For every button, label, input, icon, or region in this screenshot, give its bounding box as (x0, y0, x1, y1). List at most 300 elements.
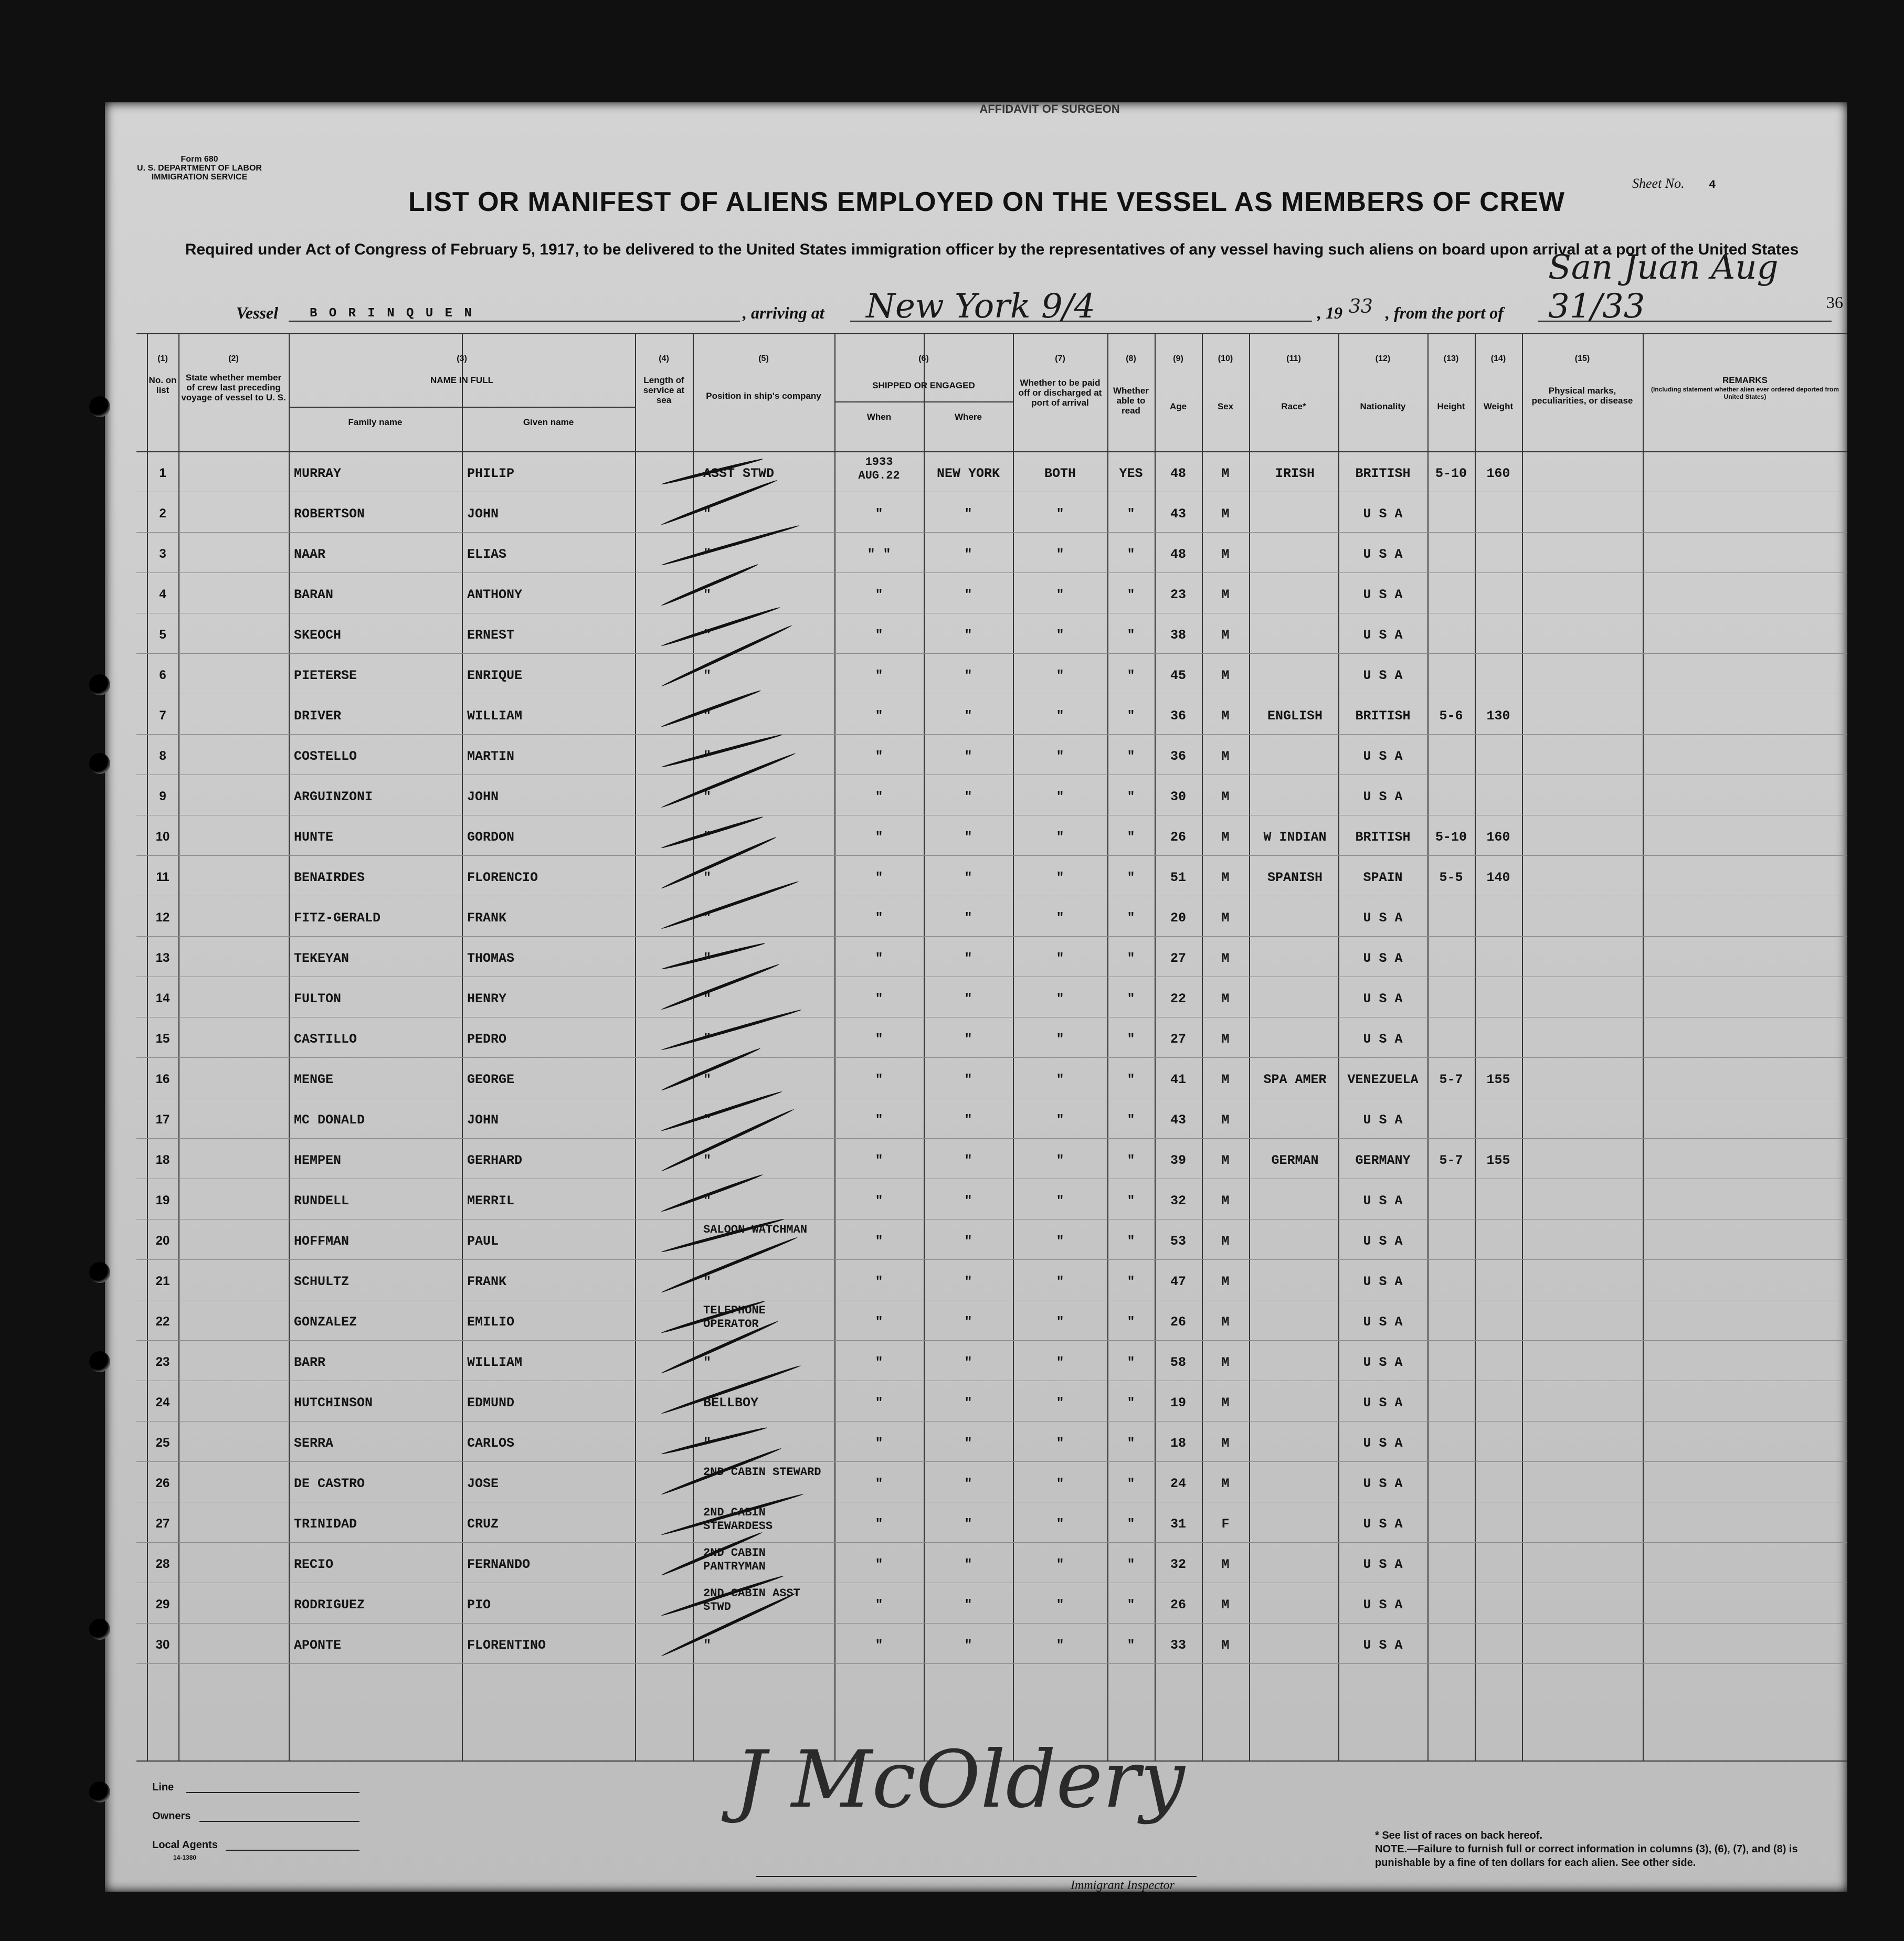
cell-given: WILLIAM (467, 1355, 523, 1370)
row-number: 18 (155, 1153, 170, 1167)
cell-age: 43 (1170, 1112, 1186, 1128)
cell-family: PIETERSE (294, 668, 357, 683)
cell-position: 2ND CABIN STEWARD (703, 1466, 821, 1479)
cell-family: BENAIRDES (294, 870, 365, 885)
cell-family: RUNDELL (294, 1193, 350, 1208)
cell-given: MERRIL (467, 1193, 515, 1208)
form-info (126, 155, 273, 182)
affidavit-heading: AFFIDAVIT OF SURGEON (979, 102, 1120, 115)
footer-notes (1375, 1829, 1847, 1870)
cell-family: NAAR (294, 547, 326, 562)
cell-age: 32 (1170, 1557, 1186, 1572)
cell-age: 32 (1170, 1193, 1186, 1208)
cell-read: " (1127, 1153, 1135, 1168)
cell-where: " (964, 1153, 972, 1168)
sheet-number (1632, 176, 1716, 192)
cell-when: " (875, 1193, 883, 1208)
col-num-6: (6) (918, 354, 929, 363)
note-races: * See list of races on back hereof. (1375, 1830, 1543, 1841)
cell-age: 33 (1170, 1638, 1186, 1653)
cell-nat: U S A (1363, 1476, 1403, 1491)
cell-when: " (875, 708, 883, 724)
cell-age: 38 (1170, 628, 1186, 643)
cell-given: GEORGE (467, 1072, 515, 1087)
cell-paid: " (1056, 1557, 1064, 1572)
cell-weight: 140 (1486, 870, 1510, 885)
row-number: 16 (155, 1072, 170, 1086)
pencil-check-mark (661, 1090, 782, 1132)
row-number: 13 (155, 951, 170, 965)
grid-column-line (1013, 333, 1014, 1760)
cell-paid: " (1056, 789, 1064, 804)
cell-position: 2ND CABIN PANTRYMAN (703, 1546, 766, 1573)
pencil-check-mark (661, 1108, 795, 1172)
cell-given: ANTHONY (467, 587, 523, 602)
cell-family: HEMPEN (294, 1153, 342, 1168)
cell-when: " (875, 506, 883, 522)
punch-hole (89, 1619, 110, 1640)
row-number: 17 (155, 1112, 170, 1127)
cell-when: " (875, 870, 883, 885)
cell-read: " (1127, 951, 1135, 966)
row-number: 25 (155, 1436, 170, 1450)
row-number: 30 (155, 1638, 170, 1652)
cell-paid: " (1056, 870, 1064, 885)
cell-where: " (964, 1032, 972, 1047)
cell-position: 2ND CABIN STEWARDESS (703, 1506, 773, 1533)
pencil-check-mark (661, 1173, 764, 1213)
cell-when: " (875, 1476, 883, 1491)
cell-paid: " (1056, 587, 1064, 602)
cell-nat: U S A (1363, 547, 1403, 562)
cell-when: " (875, 1314, 883, 1330)
cell-weight: 155 (1486, 1153, 1510, 1168)
table-row-line (136, 532, 1847, 533)
cell-read: " (1127, 1193, 1135, 1208)
cell-given: EDMUND (467, 1395, 515, 1410)
cell-position: " (703, 1193, 712, 1208)
cell-nat: U S A (1363, 789, 1403, 804)
header-name-in-full: NAME IN FULL (430, 375, 493, 385)
cell-sex: M (1221, 547, 1230, 562)
header-remarks: REMARKS (1722, 375, 1768, 385)
cell-height: 5-10 (1435, 466, 1467, 481)
cell-sex: M (1221, 1193, 1230, 1208)
cell-position: " (703, 749, 712, 764)
cell-age: 19 (1170, 1395, 1186, 1410)
row-number: 28 (155, 1557, 170, 1571)
cell-paid: " (1056, 1638, 1064, 1653)
cell-age: 27 (1170, 1032, 1186, 1047)
cell-given: JOHN (467, 789, 499, 804)
cell-paid: " (1056, 1112, 1064, 1128)
cell-race: W INDIAN (1263, 830, 1327, 845)
cell-age: 26 (1170, 830, 1186, 845)
cell-given: JOHN (467, 506, 499, 522)
table-row-line (136, 572, 1847, 573)
header-where: Where (955, 412, 982, 422)
cell-weight: 160 (1486, 466, 1510, 481)
cell-position: " (703, 1032, 712, 1047)
cell-paid: " (1056, 1314, 1064, 1330)
col-num-5: (5) (758, 354, 769, 363)
grid-subheader-rule (834, 401, 1013, 402)
cell-sex: M (1221, 1314, 1230, 1330)
cell-nat: BRITISH (1355, 708, 1411, 724)
cell-when: " (875, 1355, 883, 1370)
header-no-on-list: No. on list (149, 375, 177, 395)
cell-nat: U S A (1363, 1638, 1403, 1653)
cell-race: SPA AMER (1263, 1072, 1327, 1087)
cell-where: " (964, 1234, 972, 1249)
cell-nat: U S A (1363, 1234, 1403, 1249)
cell-where: " (964, 1395, 972, 1410)
cell-family: SKEOCH (294, 628, 342, 643)
header-race: Race* (1281, 401, 1306, 411)
cell-age: 47 (1170, 1274, 1186, 1289)
cell-where: " (964, 1516, 972, 1532)
cell-read: YES (1119, 466, 1143, 481)
cell-age: 48 (1170, 547, 1186, 562)
cell-family: TRINIDAD (294, 1516, 357, 1532)
header-state-whether: State whether member of crew last preceding voyage of vessel to U. S. (181, 373, 286, 402)
cell-weight: 155 (1486, 1072, 1510, 1087)
cell-race: ENGLISH (1267, 708, 1323, 724)
cell-family: MC DONALD (294, 1112, 365, 1128)
cell-nat: U S A (1363, 1355, 1403, 1370)
cell-nat: U S A (1363, 991, 1403, 1006)
cell-when: " (875, 668, 883, 683)
grid-column-line (178, 333, 179, 1760)
cell-nat: U S A (1363, 1274, 1403, 1289)
pencil-check-mark (661, 942, 765, 971)
department-name: U. S. DEPARTMENT OF LABOR (137, 164, 262, 173)
col-num-9: (9) (1173, 354, 1183, 363)
cell-read: " (1127, 910, 1135, 926)
row-number: 7 (159, 708, 166, 723)
cell-given: FRANK (467, 910, 507, 926)
row-number: 8 (159, 749, 166, 763)
row-number: 6 (159, 668, 166, 682)
cell-when: " (875, 1274, 883, 1289)
grid-column-line (289, 333, 290, 1760)
arriving-value: New York 9/4 (866, 287, 1095, 326)
cell-race: GERMAN (1271, 1153, 1319, 1168)
cell-paid: " (1056, 910, 1064, 926)
table-row-line (136, 1259, 1847, 1260)
cell-given: JOHN (467, 1112, 499, 1128)
cell-family: BARR (294, 1355, 326, 1370)
cell-position: " (703, 587, 712, 602)
cell-paid: " (1056, 1597, 1064, 1613)
grid-rule (136, 451, 1847, 452)
cell-when: " (875, 1597, 883, 1613)
cell-paid: " (1056, 1234, 1064, 1249)
cell-age: 31 (1170, 1516, 1186, 1532)
cell-given: EMILIO (467, 1314, 515, 1330)
cell-read: " (1127, 587, 1135, 602)
pencil-check-mark (661, 880, 799, 930)
cell-race: SPANISH (1267, 870, 1323, 885)
row-number: 29 (155, 1597, 170, 1611)
cell-where: " (964, 1274, 972, 1289)
cell-nat: U S A (1363, 1597, 1403, 1613)
header-paid-off: Whether to be paid off or discharged at port of arrival (1018, 378, 1102, 408)
cell-height: 5-7 (1439, 1072, 1463, 1087)
col-num-13: (13) (1443, 354, 1459, 363)
pencil-check-mark (661, 479, 778, 526)
cell-when: 1933 AUG.22 (858, 455, 900, 482)
cell-height: 5-7 (1439, 1153, 1463, 1168)
cell-when: " (875, 587, 883, 602)
cell-sex: M (1221, 1395, 1230, 1410)
grid-column-line (1427, 333, 1429, 1760)
cell-when: " " (867, 547, 891, 562)
row-number: 27 (155, 1516, 170, 1531)
header-weight: Weight (1483, 401, 1514, 411)
crew-manifest-table (136, 333, 1847, 1760)
year-prefix: , 19 (1317, 303, 1342, 322)
cell-position: " (703, 1112, 712, 1128)
manifest-sheet (105, 102, 1847, 1941)
header-given-name: Given name (523, 417, 574, 427)
pencil-check-mark (661, 1008, 802, 1051)
cell-when: " (875, 1112, 883, 1128)
footer-agents-label: Local Agents (152, 1839, 218, 1851)
col-num-3: (3) (457, 354, 467, 363)
cell-age: 23 (1170, 587, 1186, 602)
cell-where: " (964, 1193, 972, 1208)
pencil-check-mark (661, 1426, 767, 1456)
cell-when: " (875, 1557, 883, 1572)
cell-age: 43 (1170, 506, 1186, 522)
cell-nat: U S A (1363, 628, 1403, 643)
cell-family: HUTCHINSON (294, 1395, 373, 1410)
cell-sex: M (1221, 910, 1230, 926)
cell-where: " (964, 1436, 972, 1451)
cell-paid: " (1056, 951, 1064, 966)
cell-paid: " (1056, 668, 1064, 683)
cell-family: FULTON (294, 991, 342, 1006)
footer-agents-code: 14-1380 (173, 1854, 197, 1861)
cell-family: SCHULTZ (294, 1274, 350, 1289)
table-row-line (136, 1542, 1847, 1543)
cell-position: BELLBOY (703, 1395, 759, 1410)
cell-given: FERNANDO (467, 1557, 531, 1572)
cell-given: ERNEST (467, 628, 515, 643)
cell-age: 26 (1170, 1597, 1186, 1613)
cell-given: THOMAS (467, 951, 515, 966)
cell-read: " (1127, 1436, 1135, 1451)
inspector-label: Immigrant Inspector (1071, 1879, 1175, 1892)
punch-hole (89, 1262, 110, 1283)
cell-paid: " (1056, 708, 1064, 724)
cell-position: " (703, 910, 712, 926)
cell-read: " (1127, 506, 1135, 522)
cell-family: DE CASTRO (294, 1476, 365, 1491)
cell-read: " (1127, 668, 1135, 683)
cell-read: " (1127, 1112, 1135, 1128)
cell-nat: U S A (1363, 1516, 1403, 1532)
cell-sex: M (1221, 830, 1230, 845)
cell-sex: M (1221, 1234, 1230, 1249)
cell-paid: " (1056, 1395, 1064, 1410)
cell-where: " (964, 830, 972, 845)
grid-column-line (1643, 333, 1644, 1760)
cell-given: MARTIN (467, 749, 515, 764)
cell-age: 45 (1170, 668, 1186, 683)
cell-sex: M (1221, 1355, 1230, 1370)
table-row-line (136, 1461, 1847, 1462)
cell-position: " (703, 708, 712, 724)
cell-where: " (964, 547, 972, 562)
year-value: 33 (1349, 296, 1373, 317)
row-number: 20 (155, 1234, 170, 1248)
cell-paid: " (1056, 1476, 1064, 1491)
cell-read: " (1127, 1638, 1135, 1653)
cell-height: 5-5 (1439, 870, 1463, 885)
pencil-check-mark (661, 524, 800, 567)
cell-age: 26 (1170, 1314, 1186, 1330)
grid-column-line (635, 333, 636, 1760)
table-row-line (136, 653, 1847, 654)
cell-sex: M (1221, 951, 1230, 966)
cell-position: " (703, 789, 712, 804)
cell-paid: " (1056, 1153, 1064, 1168)
cell-read: " (1127, 1234, 1135, 1249)
cell-family: ROBERTSON (294, 506, 365, 522)
cell-given: PIO (467, 1597, 491, 1613)
row-number: 14 (155, 991, 170, 1005)
cell-given: HENRY (467, 991, 507, 1006)
cell-sex: M (1221, 870, 1230, 885)
cell-position: " (703, 628, 712, 643)
cell-when: " (875, 1638, 883, 1653)
cell-family: COSTELLO (294, 749, 357, 764)
cell-given: PAUL (467, 1234, 499, 1249)
cell-position: " (703, 830, 712, 845)
header-sex: Sex (1217, 401, 1234, 411)
cell-paid: " (1056, 1274, 1064, 1289)
cell-nat: VENEZUELA (1347, 1072, 1419, 1087)
cell-family: ARGUINZONI (294, 789, 373, 804)
pencil-check-mark (661, 733, 782, 769)
cell-nat: GERMANY (1355, 1153, 1411, 1168)
cell-sex: M (1221, 789, 1230, 804)
cell-position: " (703, 668, 712, 683)
cell-when: " (875, 1032, 883, 1047)
cell-position: " (703, 1436, 712, 1451)
cell-age: 36 (1170, 708, 1186, 724)
cell-nat: U S A (1363, 506, 1403, 522)
table-row-line (136, 1340, 1847, 1341)
cell-nat: BRITISH (1355, 830, 1411, 845)
col-num-2: (2) (228, 354, 239, 363)
cell-sex: M (1221, 1032, 1230, 1047)
header-physical: Physical marks, peculiarities, or disease (1531, 386, 1633, 406)
pencil-check-mark (661, 815, 764, 850)
grid-column-line (1475, 333, 1476, 1760)
row-number: 15 (155, 1032, 170, 1046)
cell-weight: 160 (1486, 830, 1510, 845)
cell-where: " (964, 991, 972, 1006)
pencil-check-mark (661, 963, 780, 1011)
row-number: 9 (159, 789, 166, 803)
cell-where: " (964, 506, 972, 522)
cell-read: " (1127, 830, 1135, 845)
cell-nat: U S A (1363, 1557, 1403, 1572)
cell-read: " (1127, 1476, 1135, 1491)
cell-sex: M (1221, 1274, 1230, 1289)
cell-when: " (875, 910, 883, 926)
cell-position: " (703, 1072, 712, 1087)
cell-family: CASTILLO (294, 1032, 357, 1047)
cell-nat: U S A (1363, 1193, 1403, 1208)
col-num-4: (4) (659, 354, 669, 363)
footer-owners-label: Owners (152, 1810, 191, 1822)
col-num-15: (15) (1574, 354, 1590, 363)
table-row-line (136, 855, 1847, 856)
header-shipped: SHIPPED OR ENGAGED (872, 380, 975, 390)
cell-age: 24 (1170, 1476, 1186, 1491)
cell-where: " (964, 628, 972, 643)
cell-position: TELEPHONE OPERATOR (703, 1304, 766, 1331)
cell-read: " (1127, 1314, 1135, 1330)
cell-where: " (964, 1355, 972, 1370)
table-row-line (136, 1138, 1847, 1139)
form-number: Form 680 (181, 155, 218, 164)
table-row-line (136, 734, 1847, 735)
cell-where: " (964, 708, 972, 724)
cell-sex: M (1221, 466, 1230, 481)
grid-column-line (924, 333, 925, 1760)
cell-family: RODRIGUEZ (294, 1597, 365, 1613)
from-value: San Juan Aug 31/33 (1548, 248, 1779, 326)
cell-read: " (1127, 789, 1135, 804)
grid-rule (136, 333, 1847, 334)
row-number: 24 (155, 1395, 170, 1409)
cell-age: 18 (1170, 1436, 1186, 1451)
cell-age: 58 (1170, 1355, 1186, 1370)
cell-where: " (964, 1112, 972, 1128)
cell-sex: M (1221, 1638, 1230, 1653)
cell-where: " (964, 668, 972, 683)
grid-column-line (1249, 333, 1250, 1760)
cell-family: APONTE (294, 1638, 342, 1653)
row-number: 4 (159, 587, 166, 601)
cell-paid: " (1056, 1193, 1064, 1208)
cell-age: 41 (1170, 1072, 1186, 1087)
arriving-label: , arriving at (743, 303, 824, 322)
cell-weight: 130 (1486, 708, 1510, 724)
cell-given: FRANK (467, 1274, 507, 1289)
cell-paid: " (1056, 1436, 1064, 1451)
cell-read: " (1127, 749, 1135, 764)
cell-age: 22 (1170, 991, 1186, 1006)
cell-given: FLORENTINO (467, 1638, 546, 1653)
cell-read: " (1127, 1516, 1135, 1532)
cell-sex: M (1221, 1597, 1230, 1613)
header-length-service: Length of service at sea (643, 375, 685, 405)
header-remarks-sub: (Including statement whether alien ever ordered deported from United States) (1651, 386, 1839, 400)
cell-where: " (964, 1476, 972, 1491)
cell-when: " (875, 991, 883, 1006)
cell-nat: U S A (1363, 1112, 1403, 1128)
header-when: When (866, 412, 892, 422)
header-able-read: Whether able to read (1113, 386, 1149, 416)
inspector-signature: J McOldery (735, 1734, 1185, 1826)
cell-paid: BOTH (1044, 466, 1076, 481)
